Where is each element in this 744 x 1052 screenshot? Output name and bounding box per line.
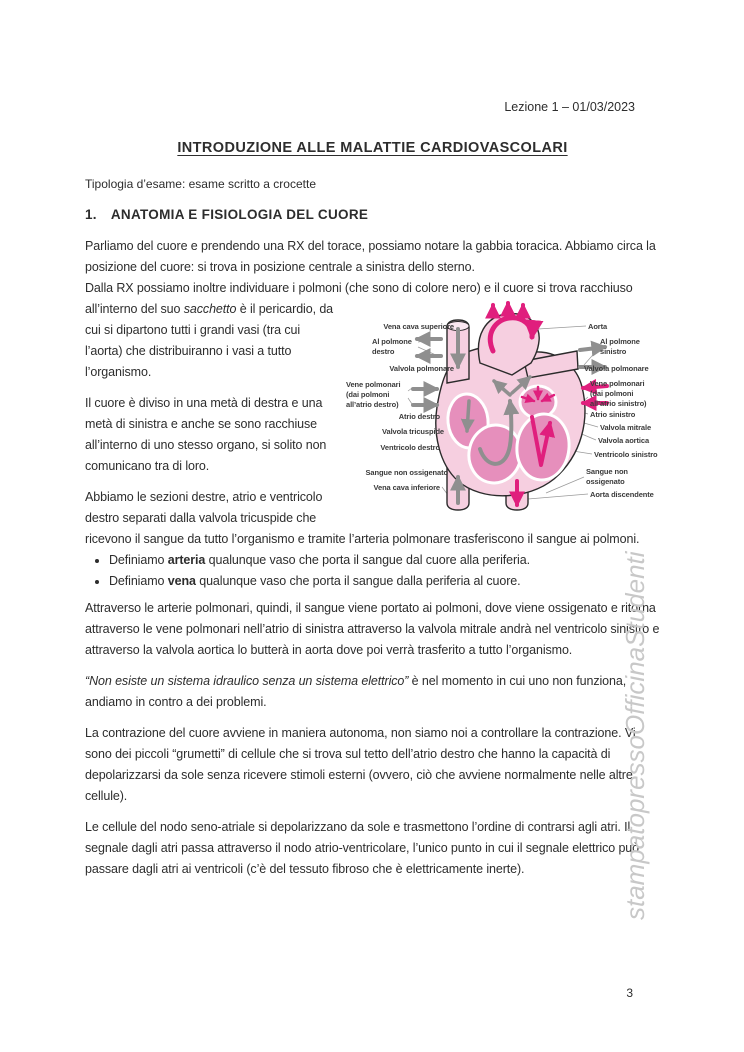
page-number: 3 [626, 986, 633, 1000]
list-item-text: Definiamo [109, 574, 168, 588]
figure-label: all’atrio destro) [346, 400, 399, 409]
paragraph-citazione [85, 671, 660, 713]
right-atrium-flow-arrow [467, 401, 469, 431]
page-content [85, 100, 660, 890]
paragraph-due-meta: Il cuore è diviso in una metà di destra e una metà di sinistra e anche se sono racchiuse all’interno di uno stesso organo, si solito non comunicano tra di loro. [85, 396, 327, 473]
paragraph-contrazione: La contrazione del cuore avviene in maniera autonoma, non siamo noi a controllare la contrazione. Vi sono dei piccoli “grumetti” di cellule che si trova sul tetto dell’atrio destro che hanno la capacità di depolarizzarsi da sole senza ricevere stimoli esterni (ovvero, ciò che avviene normalmente nelle altre cellule). [85, 726, 636, 803]
paragraph-nodo-seno-atriale: Le cellule del nodo seno-atriale si depolarizzano da sole e trasmettono l’ordine di contrarsi agli atri. Il segnale dagli atri passa attraverso il nodo atrio-ventricolare, l’unico punto in cui il segnale elettrico può passare dagli atri ai ventricoli (c’è del tessuto fibroso che è elettricamente inerte). [85, 820, 640, 876]
watermark: stampatopressoOfficinaStudenti [620, 551, 650, 920]
figure-label: Valvola polmonare [389, 364, 454, 373]
figure-label: Ventricolo destro [380, 443, 440, 452]
quote-rest: è nel momento in cui uno non funziona, andiamo in contro a dei problemi. [85, 674, 627, 709]
paragraph-text-italic: sacchetto [183, 302, 237, 316]
figure-label: Vena cava superiore [383, 322, 454, 331]
heart-figure [344, 301, 680, 513]
figure-label: Vene polmonari [590, 379, 645, 388]
list-item-text: qualunque vaso che porta il sangue dalla periferia al cuore. [195, 574, 521, 588]
term-arteria: arteria [167, 553, 206, 567]
figure-label: Sangue non ossigenato [365, 468, 448, 477]
definition-arteria [109, 550, 660, 571]
list-item-text: qualunque vaso che porta il sangue dal cuore alla periferia. [205, 553, 530, 567]
figure-label: Atrio destro [398, 412, 440, 421]
definitions-list [85, 550, 660, 592]
exam-type-line: Tipologia d’esame: esame scritto a crocette [85, 177, 316, 191]
figure-label: Ventricolo sinistro [594, 450, 658, 459]
definition-vena [109, 571, 660, 592]
heart-illustration [413, 303, 607, 510]
section-title: ANATOMIA E FISIOLOGIA DEL CUORE [110, 207, 369, 222]
figure-label: Valvola mitrale [600, 423, 652, 432]
figure-label: Sangue non [586, 467, 628, 476]
figure-label: all’atrio sinistro) [590, 399, 647, 408]
term-vena: vena [167, 574, 196, 588]
figure-label: Vena cava inferiore [373, 483, 440, 492]
paragraph-rx-thorax: Parliamo del cuore e prendendo una RX del torace, possiamo notare la gabbia toracica. Abbiamo circa la posizione del cuore: si trova in posizione centrale a sinistra dello sterno. [85, 239, 656, 274]
paragraph-text: Dalla RX possiamo inoltre individuare i polmoni (che sono di colore nero) e il cuore si trova racchiuso [85, 281, 633, 295]
paragraph-sezioni-destre: Abbiamo le sezioni destre, atrio e ventricolo destro separati dalla valvola tricuspide che ricevono il sangue da tutto l’organismo e tramite l’arteria polmonare trasferiscono il sangue ai polmoni. [85, 490, 640, 546]
section-heading [85, 207, 660, 222]
paragraph-text: all’interno del suo [85, 302, 184, 316]
figure-label: (dai polmoni [346, 390, 390, 399]
figure-label: Valvola tricuspide [382, 427, 444, 436]
paragraph-circolazione: Attraverso le arterie polmonari, quindi, il sangue viene portato ai polmoni, dove viene ossigenato e ritorna attraverso le vene polmonari nell’atrio di sinistra attraverso la valvola mitrale andrà nel ventricolo sinistro e attraverso la valvola aortica lo butterà in aorta dove poi verrà trasferito a tutto l’organismo. [85, 601, 660, 657]
figure-label: ossigenato [586, 477, 625, 486]
figure-label: sinistro [600, 347, 627, 356]
figure-label: Vene polmonari [346, 380, 401, 389]
figure-label: Atrio sinistro [590, 410, 636, 419]
figure-label: Valvola polmonare [584, 364, 649, 373]
figure-label: Valvola aortica [598, 436, 650, 445]
figure-label: destro [372, 347, 395, 356]
figure-label: Aorta [588, 322, 608, 331]
section-number: 1. [85, 207, 97, 222]
figure-label: Al polmone [600, 337, 640, 346]
heart-diagram [344, 301, 680, 513]
list-item-text: Definiamo [109, 553, 168, 567]
page-title: INTRODUZIONE ALLE MALATTIE CARDIOVASCOLARI [177, 140, 568, 156]
figure-label: Aorta discendente [590, 490, 654, 499]
lesson-date: Lezione 1 – 01/03/2023 [504, 100, 635, 114]
figure-label: (dai polmoni [590, 389, 634, 398]
paragraph-text: è il pericardio, da cui si dipartono tutti i grandi vasi (tra cui l’aorta) che distribuiranno i vasi a tutto l’organismo. [85, 302, 334, 379]
quote-italic: “Non esiste un sistema idraulico senza un sistema elettrico” [85, 674, 409, 688]
figure-label: Al polmone [372, 337, 412, 346]
